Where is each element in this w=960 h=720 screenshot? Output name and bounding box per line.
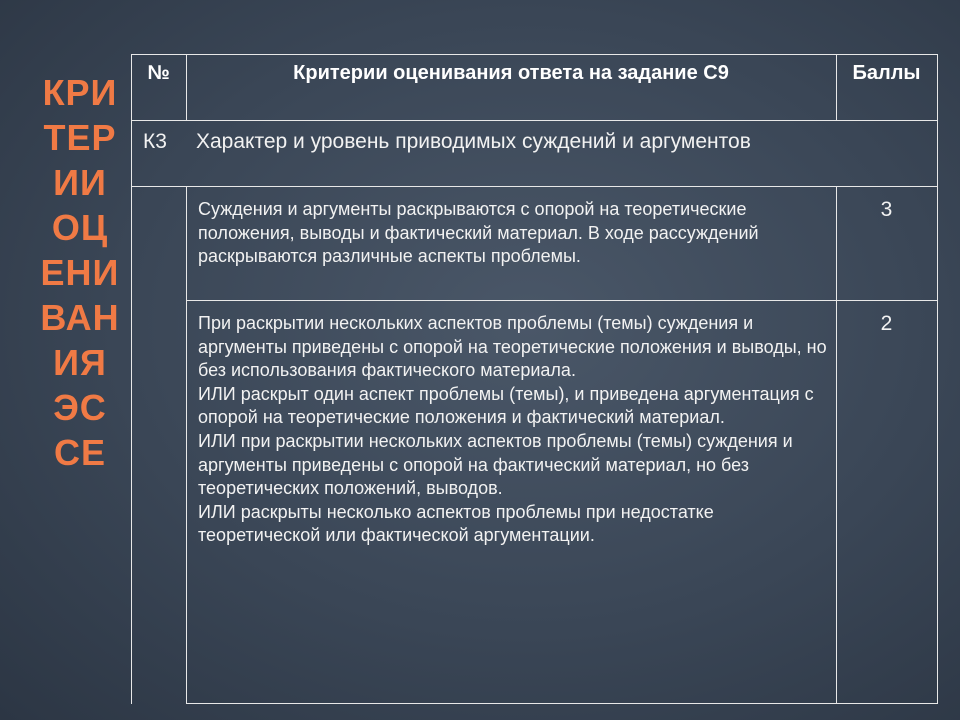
criterion-title: Характер и уровень приводимых суждений и аргументов [196, 130, 751, 153]
side-title-line: ОЦ [51, 207, 109, 248]
table-border [131, 120, 938, 121]
side-title-line: ВАН [40, 297, 120, 338]
table-border [836, 186, 837, 704]
table-border [131, 54, 132, 704]
criterion-points: 2 [880, 312, 893, 335]
side-title [30, 70, 130, 475]
header-criteria: Критерии оценивания ответа на задание С9 [293, 62, 729, 84]
table-border [186, 703, 938, 704]
side-title-line: СЕ [53, 432, 106, 473]
criterion-points: 3 [880, 198, 893, 221]
table-border [937, 186, 938, 704]
table-border [186, 186, 938, 187]
side-title-line: ТЕР [43, 117, 117, 158]
table-border [131, 54, 938, 55]
criterion-description: При раскрытии нескольких аспектов проблемы (темы) суждения и аргументы приведены с опорой на теоретические положения и выводы, но без использования фактического материала. ИЛИ раскрыт один аспект проблемы (темы), и приведена аргументация с опорой на теоретические положения и фактический материал. ИЛИ при раскрытии нескольких аспектов проблемы (темы) суждения и аргументы приведены с опорой на фактический материал, но без теоретических положений, выводов. ИЛИ раскрыты несколько аспектов проблемы при недостатке теоретической или фактической аргументации. [198, 313, 827, 546]
side-title-line: ИИ [53, 162, 107, 203]
side-title-line: ИЯ [53, 342, 107, 383]
table-border [186, 186, 187, 704]
header-points: Баллы [852, 62, 921, 84]
side-title-line: ЭС [53, 387, 107, 428]
header-num: № [147, 62, 170, 84]
table-border [937, 54, 938, 186]
table-border [131, 186, 187, 187]
criterion-description: Суждения и аргументы раскрываются с опорой на теоретические положения, выводы и фактический материал. В ходе рассуждений раскрываются различные аспекты проблемы. [198, 199, 759, 267]
side-title-line: КРИ [42, 72, 118, 113]
table-border [186, 300, 938, 301]
criterion-code: К3 [143, 130, 167, 153]
side-title-line: ЕНИ [40, 252, 120, 293]
